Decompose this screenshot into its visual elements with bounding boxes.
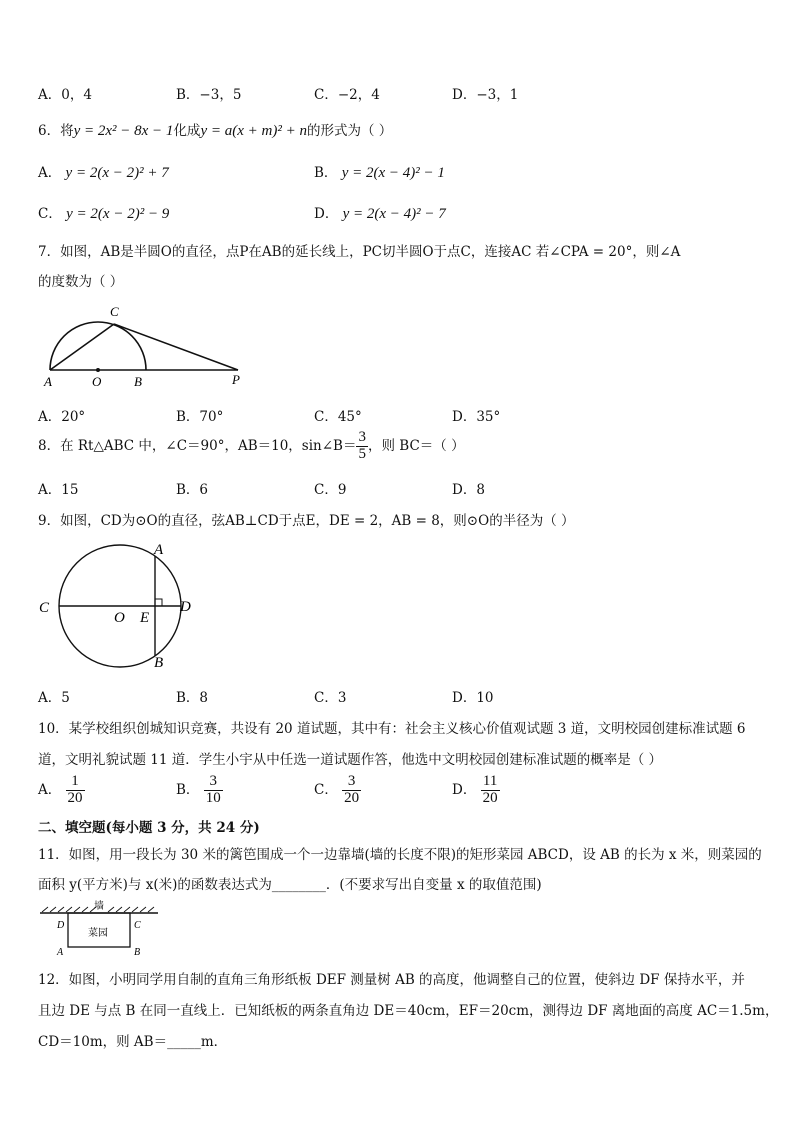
q7-label-c: C <box>110 304 119 319</box>
q9-option-c: C．3 <box>314 690 347 706</box>
q7-tangent-pc <box>114 324 238 370</box>
q8-option-b: B．6 <box>176 482 209 498</box>
q5-option-a: A．0，4 <box>38 87 92 103</box>
q10-option-b: B． $\frac{3}{10}$ <box>176 773 221 806</box>
q7-semicircle <box>50 322 146 370</box>
q12-stem-line1: 12．如图，小明同学用自制的直角三角形纸板 DEF 测量树 AB 的高度，他调整自己的位置，使斜边 DF 保持水平，并 <box>38 972 745 988</box>
q5-option-c: C．−2，4 <box>314 87 380 103</box>
q6-option-d: D． y = 2(x − 4)² − 7 <box>314 206 446 222</box>
q7-label-p: P <box>232 372 240 387</box>
q7-chord-ac <box>50 324 114 370</box>
q10-option-d: D． $\frac{11}{20}$ <box>452 773 498 806</box>
q8-option-a: A．15 <box>38 482 79 498</box>
q11-label-c: C <box>134 920 141 931</box>
q9-label-d: D <box>180 599 191 615</box>
q9-label-c: C <box>39 600 50 616</box>
q12-stem-line2: 且边 DE 与点 B 在同一直线上．已知纸板的两条直角边 DE＝40cm，EF＝20cm，测得边 DF 离地面的高度 AC＝1.5m， <box>38 1003 779 1019</box>
q7-figure <box>38 300 270 392</box>
q11-label-b: B <box>134 947 141 957</box>
q7-center-dot <box>96 368 100 372</box>
section-2-heading: 二、填空题(每小题 3 分，共 24 分) <box>38 820 260 836</box>
q7-label-o: O <box>92 374 102 389</box>
q5-option-b: B．−3，5 <box>176 87 242 103</box>
q9-figure <box>34 540 204 672</box>
q9-label-e: E <box>140 610 150 626</box>
q9-label-a: A <box>154 542 164 558</box>
q9-stem: 9．如图，CD为⊙O的直径，弦AB⊥CD于点E，DE = 2，AB = 8，则⊙O的半径为（ ） <box>38 513 575 529</box>
q11-label-a: A <box>57 947 64 957</box>
q7-option-a: A．20° <box>38 409 86 425</box>
q9-label-o: O <box>114 610 125 626</box>
q8-stem: 8．在 Rt△ABC 中，∠C＝90°，AB＝10，sin∠B＝ $\frac{3}{5}$ ，则 BC＝（ ） <box>38 429 465 462</box>
q11-figure <box>38 899 164 957</box>
q8-fraction: $\frac{3}{5}$ <box>358 429 366 462</box>
q6-stem: 6．将y = 2x² − 8x − 1化成y = a(x + m)² + n的形式为（ ） <box>38 123 393 139</box>
q11-stem-line2: 面积 y(平方米)与 x(米)的函数表达式为________．(不要求写出自变量 x 的取值范围) <box>38 877 542 893</box>
q11-label-d: D <box>57 920 65 931</box>
q7-option-d: D．35° <box>452 409 501 425</box>
q11-label-garden: 菜园 <box>88 928 108 939</box>
q10-option-a: A． $\frac{1}{20}$ <box>38 773 83 806</box>
q8-option-d: D．8 <box>452 482 485 498</box>
q9-right-angle-mark <box>155 599 162 606</box>
q6-option-b: B． y = 2(x − 4)² − 1 <box>314 165 445 181</box>
q7-label-b: B <box>134 374 142 389</box>
q11-label-wall: 墙 <box>94 901 104 912</box>
q7-stem-line2: 的度数为（ ） <box>38 274 124 290</box>
q9-label-b: B <box>154 655 164 671</box>
q7-option-c: C．45° <box>314 409 362 425</box>
q9-option-b: B．8 <box>176 690 209 706</box>
q6-option-a: A． y = 2(x − 2)² + 7 <box>38 165 169 181</box>
q7-label-a: A <box>44 374 52 389</box>
q12-stem-line3: CD＝10m，则 AB＝_____m． <box>38 1034 228 1050</box>
q6-option-c: C． y = 2(x − 2)² − 9 <box>38 206 170 222</box>
q5-option-d: D．−3，1 <box>452 87 519 103</box>
q10-stem-line2: 道，文明礼貌试题 11 道．学生小宇从中任选一道试题作答，他选中文明校园创建标准试题的概率是（ ） <box>38 752 663 768</box>
q7-stem-line1: 7．如图，AB是半圆O的直径，点P在AB的延长线上，PC切半圆O于点C，连接AC 若∠CPA = 20°，则∠A <box>38 244 681 260</box>
q8-option-c: C．9 <box>314 482 347 498</box>
q10-option-c: C． $\frac{3}{20}$ <box>314 773 360 806</box>
q9-option-d: D．10 <box>452 690 494 706</box>
q10-stem-line1: 10．某学校组织创城知识竞赛，共设有 20 道试题，其中有：社会主义核心价值观试题 3 道，文明校园创建标准试题 6 <box>38 721 746 737</box>
q7-option-b: B．70° <box>176 409 224 425</box>
q9-option-a: A．5 <box>38 690 70 706</box>
q11-stem-line1: 11．如图，用一段长为 30 米的篱笆围成一个一边靠墙(墙的长度不限)的矩形菜园 ABCD，设 AB 的长为 x 米，则菜园的 <box>38 847 762 863</box>
